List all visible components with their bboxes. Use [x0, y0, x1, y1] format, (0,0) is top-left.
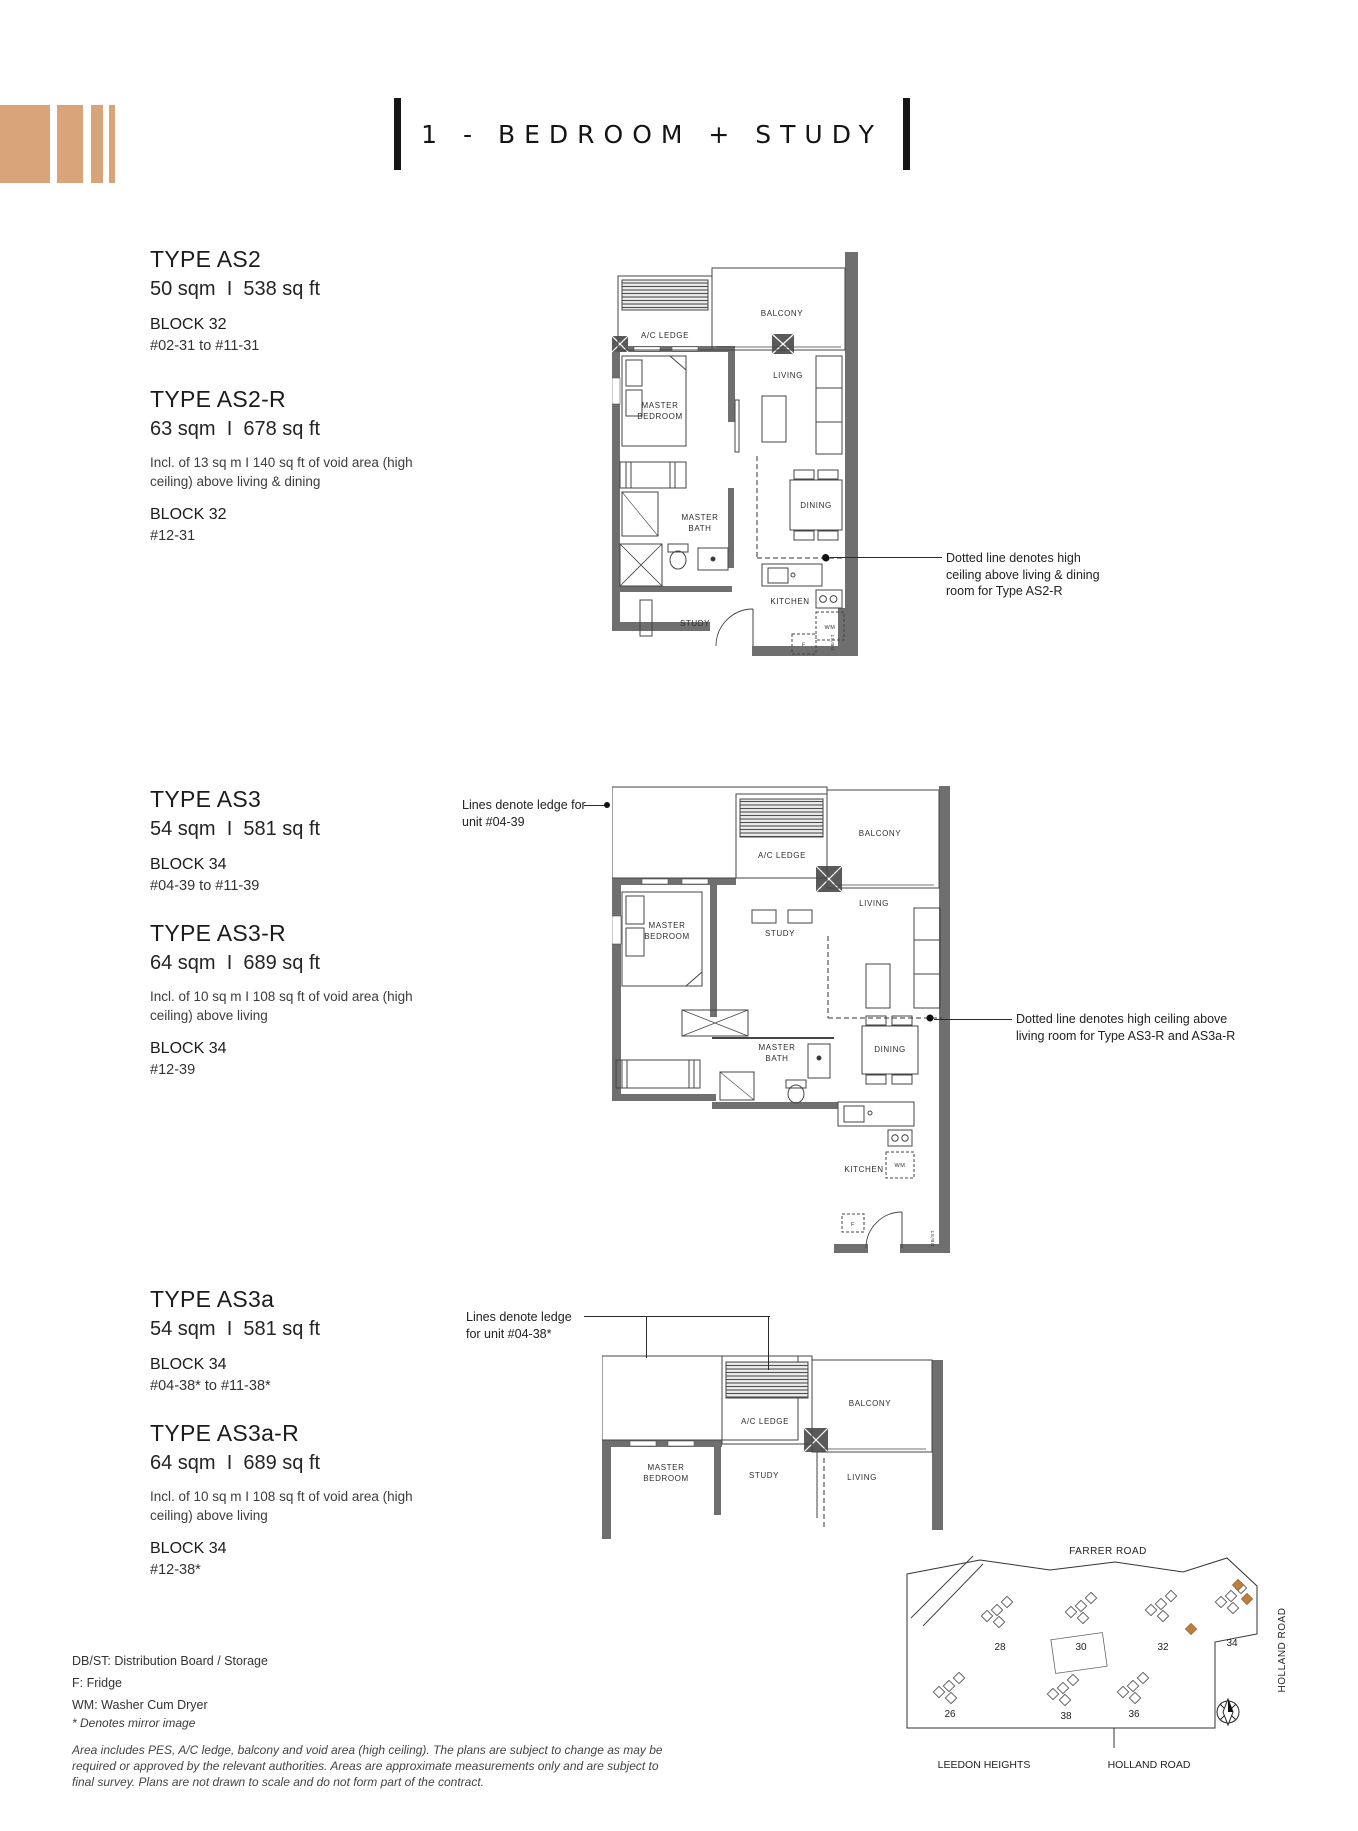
callout-dot	[822, 554, 829, 561]
room-label-bath-2: BATH	[688, 524, 712, 533]
callout-line: Lines denote ledge for	[462, 798, 586, 812]
high-ceiling-dashed-line	[828, 936, 942, 1018]
type-name: TYPE AS3a-R	[150, 1420, 300, 1446]
label-wm: WM	[824, 625, 836, 631]
type-block: BLOCK 32	[150, 316, 227, 333]
callout-as2r	[946, 550, 1156, 600]
callout-line: ceiling above living & dining	[946, 567, 1100, 582]
right-bracket-icon	[903, 98, 910, 170]
block-label-34: 34	[1226, 1638, 1238, 1649]
block-label-32: 32	[1157, 1642, 1169, 1653]
block-label-26: 26	[944, 1709, 956, 1720]
type-block: BLOCK 34	[150, 1356, 227, 1373]
road-label-holland-right: HOLLAND ROAD	[1277, 1607, 1288, 1693]
callout-line: living room for Type AS3-R and AS3a-R	[1016, 1028, 1236, 1043]
type-area: 64 sqm I 689 sq ft	[150, 952, 321, 974]
type-units: #12-38*	[150, 1562, 201, 1578]
floorplan-as3a	[602, 1350, 945, 1545]
callout-line: Dotted line denotes high	[946, 551, 1081, 565]
room-label-ac-ledge: A/C LEDGE	[757, 851, 807, 860]
type-block: BLOCK 34	[150, 856, 227, 873]
type-units: #02-31 to #11-31	[150, 338, 260, 354]
type-name: TYPE AS2	[150, 246, 262, 272]
type-name: TYPE AS3	[150, 786, 262, 812]
label-wm: WM	[894, 1163, 906, 1169]
page-title-group	[412, 98, 892, 170]
note-line: (high ceiling) above living & dining	[150, 455, 413, 489]
floorplan-as2	[612, 250, 858, 656]
type-area: 64 sqm I 689 sq ft	[150, 1452, 321, 1474]
page-title: 1 - BEDROOM + STUDY	[421, 119, 883, 149]
callout-dot	[927, 1015, 934, 1022]
mirror-note: * Denotes mirror image	[72, 1716, 196, 1730]
room-label-ac-ledge: A/C LEDGE	[640, 331, 690, 340]
type-units: #04-38* to #11-38*	[150, 1378, 271, 1394]
block-label-28: 28	[994, 1642, 1006, 1653]
corner-posts	[804, 1428, 828, 1452]
note-line: Incl. of 10 sq m I 108 sq ft of void area	[150, 989, 379, 1004]
callout-leader-drop	[646, 1316, 647, 1358]
block-label-30: 30	[1075, 1642, 1087, 1653]
label-dbst: DB/ST	[930, 1229, 935, 1247]
legend-line-wm: WM: Washer Cum Dryer	[72, 1698, 208, 1712]
type-note	[150, 1487, 450, 1525]
room-label-bath-1: MASTER	[681, 513, 719, 522]
type-area: 50 sqm I 538 sq ft	[150, 278, 321, 300]
label-dbst: DB/ST	[830, 633, 835, 651]
room-label-living: LIVING	[847, 1473, 877, 1482]
room-label-living: LIVING	[773, 371, 803, 380]
brand-bar-small	[91, 105, 103, 183]
type-units: #12-31	[150, 528, 196, 544]
note-line: (high ceiling) above living	[150, 1489, 413, 1523]
note-line: Incl. of 10 sq m I 108 sq ft of void area	[150, 1489, 379, 1504]
callout-line: for unit #04-38*	[466, 1326, 552, 1341]
callout-line: unit #04-39	[462, 814, 525, 829]
note-line: Incl. of 13 sq m I 140 sq ft of void area	[150, 455, 379, 470]
type-as3-info	[150, 786, 450, 894]
room-label-living: LIVING	[859, 899, 889, 908]
block-label-36: 36	[1128, 1709, 1140, 1720]
type-as3ar-info	[150, 1420, 450, 1578]
legend	[72, 1650, 268, 1716]
callout-line: room for Type AS2-R	[946, 584, 1063, 598]
legend-line-dbst: DB/ST: Distribution Board / Storage	[72, 1654, 268, 1668]
disclaimer-line: Area includes PES, A/C ledge, balcony and void area (high ceiling). The plans are subject to change as may be	[72, 1743, 663, 1757]
type-block: BLOCK 32	[150, 506, 227, 523]
callout-leader	[830, 557, 942, 558]
floorplan-as3	[612, 786, 950, 1280]
type-block: BLOCK 34	[150, 1540, 227, 1557]
room-label-master-2: BEDROOM	[643, 1474, 689, 1483]
room-label-master-1: MASTER	[641, 401, 679, 410]
brand-bar-medium	[57, 105, 83, 183]
type-area: 54 sqm I 581 sq ft	[150, 818, 321, 840]
callout-dot	[604, 802, 610, 808]
note-line: (high ceiling) above living	[150, 989, 413, 1023]
clubhouse	[1051, 1633, 1107, 1674]
brand-bar-thin	[109, 105, 115, 183]
road-label-farrer: FARRER ROAD	[1069, 1546, 1147, 1557]
legend-line-fridge: F: Fridge	[72, 1676, 123, 1690]
callout-line: Lines denote ledge	[466, 1310, 572, 1324]
callout-leader	[584, 1316, 770, 1317]
block-label-38: 38	[1060, 1711, 1072, 1722]
type-as3r-info	[150, 920, 450, 1078]
type-as3a-info	[150, 1286, 450, 1394]
type-as2-info	[150, 246, 450, 354]
site-map	[885, 1540, 1315, 1790]
type-name: TYPE AS2-R	[150, 386, 286, 412]
brand-bar-large	[0, 105, 50, 183]
callout-as3a-ledge	[466, 1309, 591, 1342]
type-name: TYPE AS3-R	[150, 920, 286, 946]
callout-leader	[934, 1019, 1012, 1020]
label-leedon-heights: LEEDON HEIGHTS	[937, 1759, 1031, 1771]
room-label-dining: DINING	[874, 1045, 906, 1054]
callout-leader-drop	[768, 1316, 769, 1370]
left-bracket-icon	[394, 98, 401, 170]
room-label-bath-2: BATH	[765, 1054, 789, 1063]
type-as2r-info	[150, 386, 450, 544]
disclaimer	[72, 1742, 663, 1790]
room-label-kitchen: KITCHEN	[770, 597, 810, 606]
room-label-balcony: BALCONY	[848, 1399, 892, 1408]
compass-icon	[1217, 1699, 1239, 1725]
room-label-bath-1: MASTER	[758, 1043, 796, 1052]
room-label-ac-ledge: A/C LEDGE	[740, 1417, 790, 1426]
room-label-master-2: BEDROOM	[637, 412, 683, 421]
room-label-master-1: MASTER	[647, 1463, 685, 1472]
type-block: BLOCK 34	[150, 1040, 227, 1057]
room-label-study: STUDY	[764, 929, 796, 938]
type-units: #04-39 to #11-39	[150, 878, 260, 894]
type-note	[150, 987, 450, 1025]
room-label-study: STUDY	[679, 619, 711, 628]
room-label-dining: DINING	[800, 501, 832, 510]
callout-leader	[584, 805, 606, 806]
room-label-balcony: BALCONY	[858, 829, 902, 838]
type-note	[150, 453, 450, 491]
label-fridge: F	[802, 642, 806, 649]
callout-line: Dotted line denotes high ceiling above	[1016, 1012, 1228, 1026]
room-label-master-1: MASTER	[648, 921, 686, 930]
room-label-balcony: BALCONY	[760, 309, 804, 318]
callout-as3r	[1016, 1011, 1266, 1044]
type-area: 63 sqm I 678 sq ft	[150, 418, 321, 440]
room-label-master-2: BEDROOM	[644, 932, 690, 941]
type-units: #12-39	[150, 1062, 196, 1078]
disclaimer-line: required or approved by the relevant authorities. Areas are approximate measurements only and are subject to	[72, 1759, 659, 1773]
label-holland-road-bottom: HOLLAND ROAD	[1107, 1759, 1191, 1771]
room-label-kitchen: KITCHEN	[844, 1165, 884, 1174]
type-name: TYPE AS3a	[150, 1286, 275, 1312]
disclaimer-line: final survey. Plans are not drawn to scale and do not form part of the contract.	[72, 1775, 484, 1789]
callout-as3-ledge	[462, 797, 597, 830]
label-fridge: F	[851, 1222, 855, 1228]
type-area: 54 sqm I 581 sq ft	[150, 1318, 321, 1340]
room-label-study: STUDY	[748, 1471, 780, 1480]
